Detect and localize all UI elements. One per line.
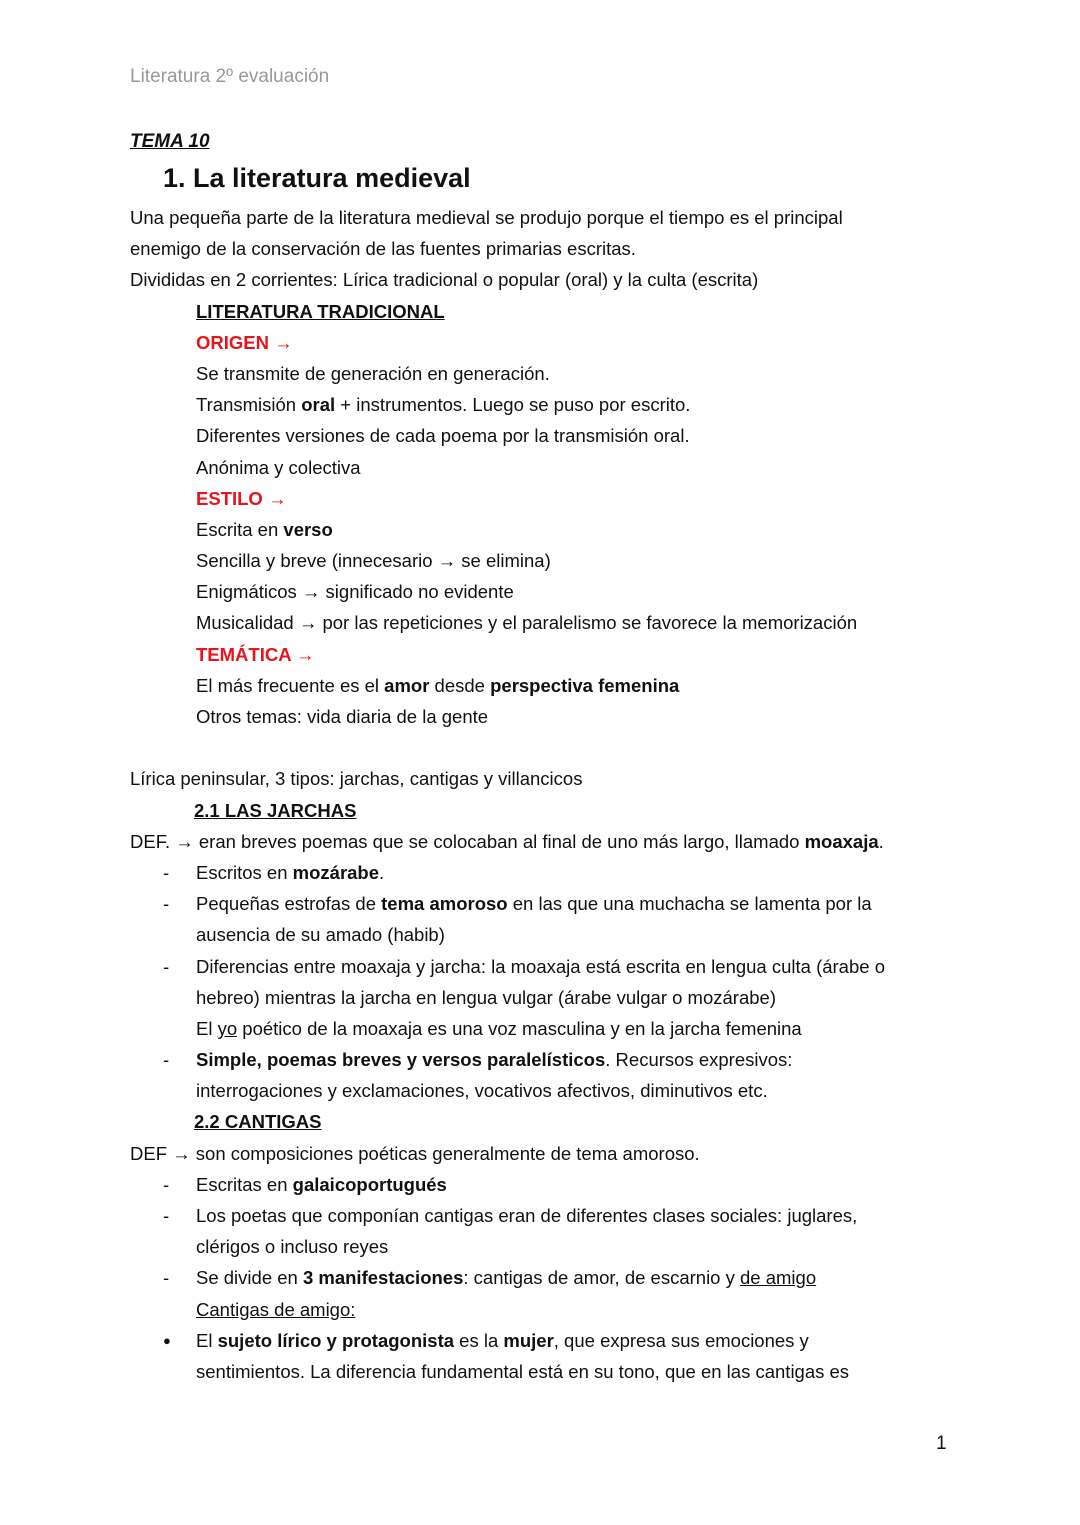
text-segment: Divididas en 2 corrientes: Lírica tradicional o popular (oral) y la culta (escrita)	[130, 269, 759, 291]
text-segment: poético de la moaxaja es una voz masculina y en la jarcha femenina	[237, 1017, 802, 1039]
text-segment: amor	[384, 674, 430, 696]
text-segment: Musicalidad → por las repeticiones y el paralelismo se favorece la memorización	[196, 612, 858, 634]
text-segment: Pequeñas estrofas de	[196, 893, 382, 915]
list-item	[0, 1200, 1080, 1231]
text-segment: Una pequeña parte de la literatura medieval se produjo porque el tiempo es el principal	[130, 207, 843, 228]
text-line	[0, 1231, 1080, 1262]
text-segment: perspectiva femenina	[490, 674, 680, 696]
text-segment: Escritas en	[196, 1173, 293, 1195]
text-segment: DEF. → eran breves poemas que se colocaban al final de uno más largo, llamado	[130, 830, 805, 852]
text-segment: 2.2 CANTIGAS	[194, 1111, 322, 1133]
text-segment: Diferentes versiones de cada poema por la transmisión oral.	[196, 425, 690, 447]
text-segment: sujeto lírico y protagonista	[217, 1329, 455, 1351]
document-body	[0, 202, 1080, 1387]
text-segment: LITERATURA TRADICIONAL	[196, 300, 445, 322]
text-segment: Cantigas de amigo:	[196, 1298, 356, 1320]
text-line	[0, 420, 1080, 451]
text-segment: hebreo) mientras la jarcha en lengua vulgar (árabe vulgar o mozárabe)	[196, 986, 776, 1008]
text-segment: mozárabe	[292, 861, 380, 883]
text-segment: es la	[454, 1329, 504, 1351]
text-segment: , que expresa sus emociones y	[553, 1329, 809, 1351]
list-item	[0, 951, 1080, 982]
text-segment: Diferencias entre moaxaja y jarcha: la moaxaja está escrita en lengua culta (árabe o	[196, 955, 885, 977]
dash-bullet-icon: -	[163, 1205, 170, 1226]
text-segment: en las que una muchacha se lamenta por la	[507, 893, 872, 915]
dash-bullet-icon: -	[163, 1049, 170, 1071]
text-segment: : cantigas de amor, de escarnio y	[463, 1267, 740, 1289]
text-segment: interrogaciones y exclamaciones, vocativos afectivos, diminutivos etc.	[196, 1080, 768, 1102]
text-segment: Otros temas: vida diaria de la gente	[196, 706, 489, 727]
text-segment: Transmisión	[196, 394, 302, 416]
text-segment: galaicoportugués	[292, 1173, 447, 1195]
text-line	[0, 1013, 1080, 1044]
text-segment: Escrita en	[196, 518, 284, 540]
text-line	[0, 576, 1080, 607]
text-segment: de amigo	[740, 1267, 817, 1289]
text-segment: enemigo de la conservación de las fuentes primarias escritas.	[130, 238, 636, 260]
dash-bullet-icon: -	[163, 893, 170, 915]
text-segment: yo	[217, 1017, 238, 1039]
list-item	[0, 1262, 1080, 1293]
text-segment: 3 manifestaciones	[302, 1267, 464, 1289]
text-segment: DEF → son composiciones poéticas generalmente de tema amoroso.	[130, 1142, 700, 1164]
dot-bullet-icon: ●	[163, 1332, 171, 1348]
topic-title: TEMA 10	[130, 131, 210, 152]
text-segment: Se transmite de generación en generación.	[196, 362, 550, 384]
text-segment: Sencilla y breve (innecesario → se elimina)	[196, 550, 551, 572]
list-item	[0, 857, 1080, 888]
text-line	[0, 389, 1080, 420]
text-line	[0, 545, 1080, 576]
text-segment: Simple, poemas breves y versos paralelísticos	[196, 1049, 606, 1071]
text-line	[0, 701, 1080, 732]
text-line	[0, 826, 1080, 857]
text-segment: Anónima y colectiva	[196, 456, 361, 478]
text-line	[0, 202, 1080, 233]
text-line	[0, 264, 1080, 295]
dash-bullet-icon: -	[163, 861, 170, 883]
text-segment: El	[196, 1017, 218, 1039]
text-segment: Lírica peninsular, 3 tipos: jarchas, cantigas y villancicos	[130, 768, 583, 790]
text-segment: .	[379, 861, 385, 883]
text-segment: sentimientos. La diferencia fundamental está en su tono, que en las cantigas es	[196, 1360, 850, 1382]
list-item	[0, 1044, 1080, 1075]
text-segment: El	[196, 1329, 218, 1351]
text-segment: . Recursos expresivos:	[605, 1049, 793, 1071]
text-line	[0, 514, 1080, 545]
text-segment: Enigmáticos → significado no evidente	[196, 581, 514, 603]
text-segment: clérigos o incluso reyes	[196, 1236, 389, 1258]
dash-bullet-icon: -	[163, 955, 170, 977]
text-line	[0, 483, 1080, 514]
text-segment: Los poetas que componían cantigas eran de diferentes clases sociales: juglares,	[196, 1205, 858, 1226]
text-line	[0, 919, 1080, 950]
text-line	[0, 639, 1080, 670]
list-item	[0, 1169, 1080, 1200]
section-heading: 1. La literatura medieval	[163, 163, 471, 193]
page-number: 1	[936, 1433, 947, 1454]
text-segment: ausencia de su amado (habib)	[196, 924, 445, 946]
text-segment: El más frecuente es el	[196, 674, 385, 696]
text-line	[0, 795, 1080, 826]
text-line	[0, 670, 1080, 701]
text-line	[0, 1356, 1080, 1387]
text-segment: tema amoroso	[381, 893, 508, 915]
list-item	[0, 888, 1080, 919]
dash-bullet-icon: -	[163, 1267, 170, 1289]
text-line	[0, 732, 1080, 763]
text-line	[0, 358, 1080, 389]
text-segment: oral	[301, 394, 336, 416]
text-segment: ORIGEN →	[196, 331, 293, 353]
text-line	[0, 233, 1080, 264]
text-line	[0, 1106, 1080, 1137]
text-segment: moaxaja	[804, 830, 879, 852]
text-line	[0, 1138, 1080, 1169]
document-header: Literatura 2º evaluación	[130, 66, 330, 87]
text-segment: Se divide en	[196, 1267, 303, 1289]
text-line	[0, 296, 1080, 327]
text-line	[0, 327, 1080, 358]
text-line	[0, 763, 1080, 794]
text-segment: mujer	[503, 1329, 554, 1351]
text-line	[0, 982, 1080, 1013]
text-segment: + instrumentos. Luego se puso por escrito.	[335, 394, 691, 416]
text-segment: desde	[429, 674, 491, 696]
text-segment: TEMÁTICA →	[196, 643, 315, 665]
text-segment: 2.1 LAS JARCHAS	[194, 799, 357, 821]
list-item	[0, 1325, 1080, 1356]
text-segment: .	[878, 830, 884, 852]
text-line	[0, 1294, 1080, 1325]
text-line	[0, 1075, 1080, 1106]
text-segment: Escritos en	[196, 861, 293, 883]
dash-bullet-icon: -	[163, 1173, 170, 1195]
text-segment: verso	[283, 518, 333, 540]
text-line	[0, 452, 1080, 483]
text-segment: ESTILO →	[196, 487, 287, 509]
text-line	[0, 607, 1080, 638]
